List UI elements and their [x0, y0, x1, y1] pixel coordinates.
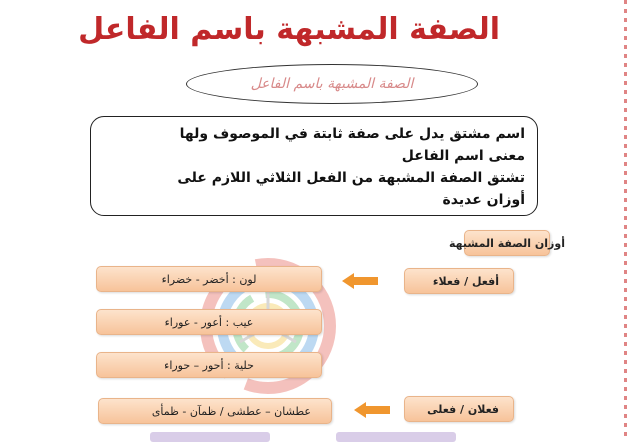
top-cutoff-text	[40, 0, 600, 8]
example-label: لون : أخضر - خضراء	[161, 272, 257, 286]
page-border	[624, 0, 627, 440]
example-label: عطشان – عطشى / ظمآن - ظمأى	[151, 404, 311, 418]
example-pill	[96, 266, 322, 292]
example-label: عيب : أعور - عوراء	[164, 315, 254, 329]
example-label: حلية : أحور – حوراء	[164, 358, 254, 372]
pattern-pill	[404, 268, 514, 294]
definition-line: أوزان عديدة	[442, 192, 525, 208]
oval-heading-text: الصفة المشبهة باسم الفاعل	[250, 76, 414, 92]
pattern-pill	[404, 396, 514, 422]
oval-heading	[186, 64, 478, 104]
example-pill	[96, 309, 322, 335]
weights-header	[449, 230, 565, 256]
definition-line: معنى اسم الفاعل	[401, 148, 525, 164]
definition-line: اسم مشتق يدل على صفة ثابتة في الموصوف ولها	[179, 126, 525, 142]
pattern-label: فعلان / فعلى	[427, 402, 499, 416]
arrow-left-icon	[354, 402, 390, 418]
definition-box	[90, 116, 538, 216]
arrow-left-icon	[342, 273, 378, 289]
example-pill	[98, 398, 332, 424]
pattern-label: أفعل / فعلاء	[432, 274, 499, 288]
cutoff-box	[150, 432, 270, 442]
example-pill	[96, 352, 322, 378]
definition-line: تشتق الصفة المشبهة من الفعل الثلاثي اللازم على	[177, 170, 525, 186]
page-title: الصفة المشبهة باسم الفاعل	[78, 12, 500, 47]
weights-header-label: أوزان الصفة المشبهة	[449, 236, 565, 250]
cutoff-box	[336, 432, 456, 442]
